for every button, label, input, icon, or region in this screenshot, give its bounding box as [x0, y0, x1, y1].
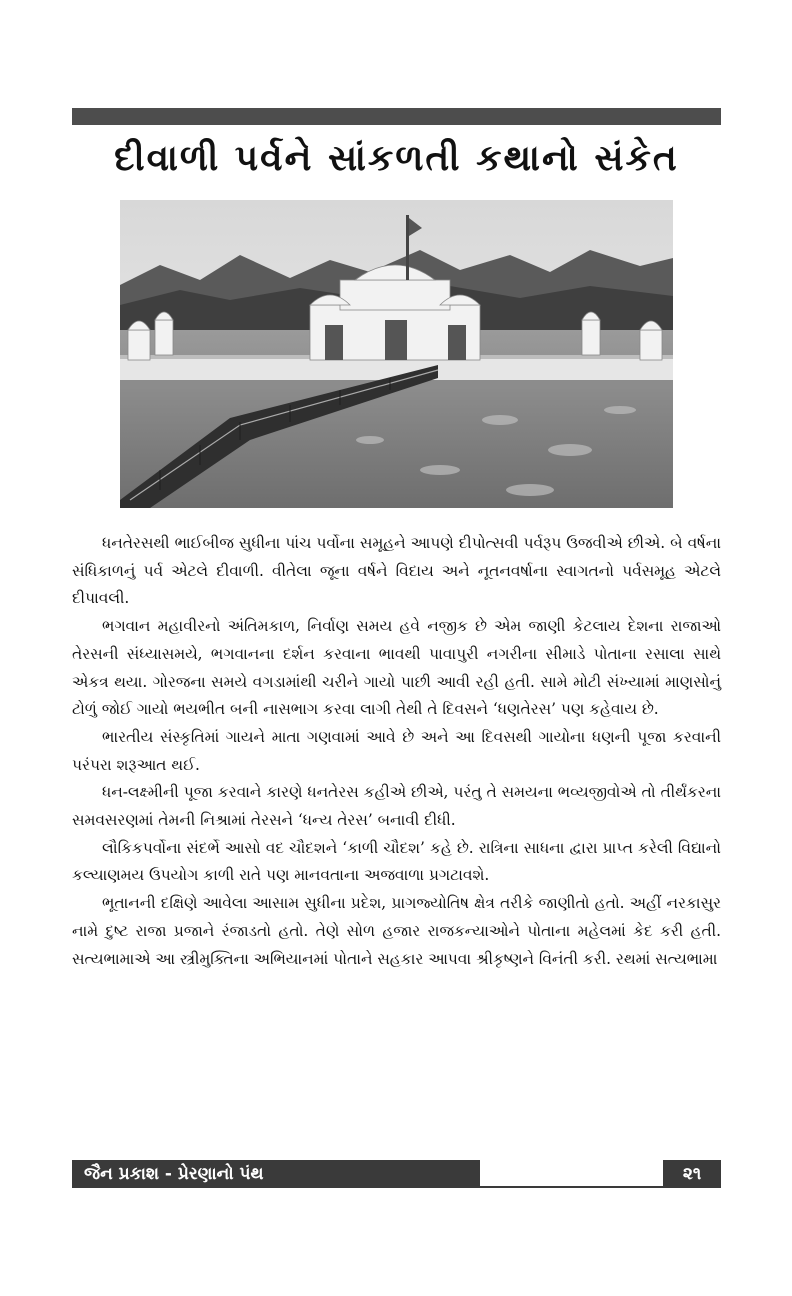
paragraph: ધન-લક્ષ્મીની પૂજા કરવાને કારણે ધનતેરસ કહીએ છીએ, પરંતુ તે સમયના ભવ્યજીવોએ તો તીર્થંકરના સમવસરણમાં તેમની નિશ્રામાં તેરસને ‘ધન્ય તેરસ’ બનાવી દીધી.	[72, 783, 721, 830]
temple-illustration	[120, 200, 673, 508]
paragraph: લૌકિકપર્વોના સંદર્ભે આસો વદ ચૌદશને ‘કાળી ચૌદશ’ કહે છે. રાત્રિના સાધના દ્વારા પ્રાપ્ત કરેલી વિદ્યાનો કલ્યાણમય ઉપયોગ કાળી રાતે પણ માનવતાના અજવાળા પ્રગટાવશે.	[72, 838, 721, 885]
footer-rule	[480, 1186, 663, 1188]
paragraph: ધનતેરસથી ભાઈબીજ સુધીના પાંચ પર્વોના સમૂહને આપણે દીપોત્સવી પર્વરૂપ ઉજવીએ છીએ. બે વર્ષના સંધિકાળનું પર્વ એટલે દીવાળી. વીતેલા જૂના વર્ષને વિદાય અને નૂતનવર્ષાના સ્વાગતનો પર્વસમૂહ એટલે દીપાવલી.	[72, 534, 721, 608]
page-number: ૨૧	[663, 1160, 721, 1188]
paragraph: ભારતીય સંસ્કૃતિમાં ગાયને માતા ગણવામાં આવે છે અને આ દિવસથી ગાયોના ધણની પૂજા કરવાની પરંપરા શરૂઆત થઈ.	[72, 727, 721, 774]
header-rule	[72, 108, 721, 125]
article-body	[72, 530, 721, 973]
paragraph: ભગવાન મહાવીરનો અંતિમકાળ, નિર્વાણ સમય હવે નજીક છે એમ જાણી કેટલાય દેશના રાજાઓ તેરસની સંધ્યાસમયે, ભગવાનના દર્શન કરવાના ભાવથી પાવાપુરી નગરીના સીમાડે પોતાના રસાલા સાથે એકત્ર થયા. ગોરજના સમયે વગડામાંથી ચરીને ગાયો પાછી આવી રહી હતી. સામે મોટી સંખ્યામાં માણસોનું ટોળું જોઈ ગાયો ભયભીત બની નાસભાગ કરવા લાગી તેથી તે દિવસને ‘ધણતેરસ’ પણ કહેવાય છે.	[72, 617, 721, 719]
publication-name: જૈન પ્રકાશ - પ્રેરણાનો પંથ	[72, 1160, 480, 1188]
page-title: દીવાળી પર્વને સાંકળતી કથાનો સંકેત	[114, 138, 679, 179]
paragraph: ભૂતાનની દક્ષિણે આવેલા આસામ સુધીના પ્રદેશ, પ્રાગજ્યોતિષ ક્ષેત્ર તરીકે જાણીતો હતો. અહીં નરકાસુર નામે દુષ્ટ રાજા પ્રજાને રંજાડતો હતો. તેણે સોળ હજાર રાજકન્યાઓને પોતાના મહેલમાં કેદ કરી હતી. સત્યભામાએ આ સ્ત્રીમુક્તિના અભિયાનમાં પોતાને સહકાર આપવા શ્રીકૃષ્ણને વિનંતી કરી. રથમાં સત્યભામા	[72, 894, 721, 968]
